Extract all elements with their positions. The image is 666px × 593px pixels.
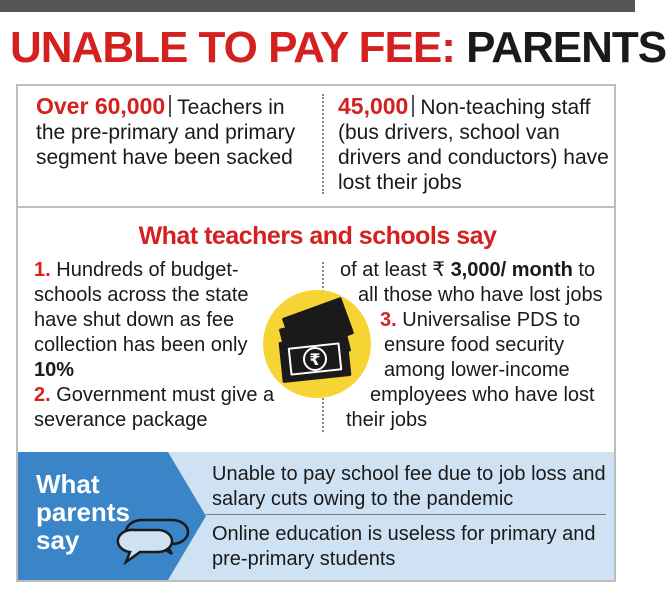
speech-bubbles-icon xyxy=(112,510,192,570)
label-line: parents xyxy=(36,497,130,527)
point-3-first xyxy=(340,308,620,333)
point-1-text: Hundreds of budget-schools across the state have shut down as fee collection has been only xyxy=(34,259,249,356)
headline-red: UNABLE TO PAY FEE: xyxy=(10,23,455,72)
point-2-number: 2. xyxy=(34,384,51,406)
stat-first-line: Non-teaching staff xyxy=(420,96,591,119)
stat-text: in the pre-primary and primary segment have been sacked xyxy=(36,96,296,169)
label-line: say xyxy=(36,525,80,555)
points-left xyxy=(34,258,284,433)
parents-separator xyxy=(206,514,606,515)
stat-teachers xyxy=(36,94,306,170)
svg-text:₹: ₹ xyxy=(309,350,321,369)
stat-number: 45,000 xyxy=(338,93,409,119)
parents-point-1: Unable to pay school fee due to job loss and salary cuts owing to the pandemic xyxy=(212,463,606,510)
headline-dark: PARENTS xyxy=(466,23,666,72)
divider xyxy=(412,95,414,117)
parents-point-2: Online education is useless for primary and pre-primary students xyxy=(212,523,596,570)
section-title: What teachers and schools say xyxy=(138,222,497,250)
point-3-line: among lower-income xyxy=(384,359,570,381)
point-2-text: Government must give a severance package xyxy=(34,384,275,431)
point-2-cont-post: to xyxy=(578,259,596,281)
stats-row xyxy=(18,86,614,204)
stat-non-teaching xyxy=(338,94,618,195)
stat-number: Over 60,000 xyxy=(36,93,166,119)
stat-text: (bus drivers, school van drivers and conductors) have lost their jobs xyxy=(338,121,609,194)
top-bar xyxy=(0,0,635,12)
point-2-cont-bold: 3,000/ month xyxy=(450,259,573,281)
point-3-line: their jobs xyxy=(346,409,428,431)
point-3-line: employees who have lost xyxy=(370,384,595,406)
point-3-text: Universalise PDS to xyxy=(402,309,581,331)
point-2-cont-text: of at least ₹ xyxy=(340,259,445,281)
stat-first-line: Teachers xyxy=(177,96,263,119)
label-line: What xyxy=(36,469,100,499)
point-2-continued xyxy=(340,258,620,283)
section-divider xyxy=(18,206,614,208)
headline xyxy=(10,22,666,74)
divider xyxy=(169,95,171,117)
points-right xyxy=(340,258,620,433)
point-1-number: 1. xyxy=(34,259,51,281)
point-1-bold: 10% xyxy=(34,359,75,381)
point-3-number: 3. xyxy=(380,309,397,331)
stats-divider xyxy=(322,94,324,194)
point-2-cont-line2: all those who have lost jobs xyxy=(358,284,603,306)
point-3-line: ensure food security xyxy=(384,334,565,356)
